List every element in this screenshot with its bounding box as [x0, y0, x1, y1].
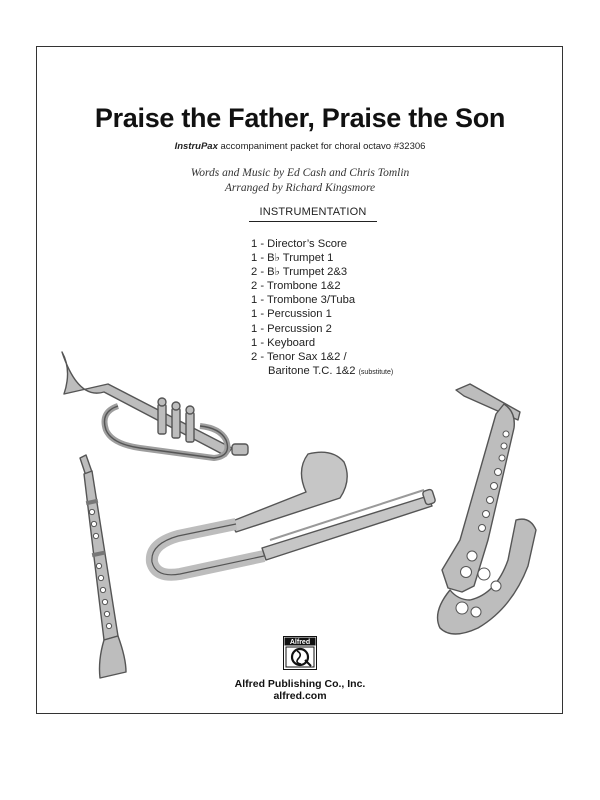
brand-name: InstruPax [174, 141, 218, 152]
list-item-note: (substitute) [358, 368, 394, 376]
list-item: 1 - Director’s Score [251, 238, 347, 250]
list-item: 2 - Trombone 1&2 [251, 280, 341, 293]
list-item: 1 - Trombone 3/Tuba [251, 294, 356, 307]
publisher-name: Alfred Publishing Co., Inc. [234, 678, 366, 690]
instrumentation-heading: INSTRUMENTATION [249, 206, 377, 222]
list-item: 2 - B♭ Trumpet 2&3 [251, 266, 348, 279]
subtitle-text: accompaniment packet for choral octavo #32306 [217, 141, 426, 152]
publisher-website: alfred.com [273, 690, 327, 702]
credits-composers: Words and Music by Ed Cash and Chris Tomlin [190, 167, 410, 179]
saxophone-icon [438, 384, 536, 634]
alfred-logo [283, 636, 317, 670]
list-item: 1 - Keyboard [251, 336, 316, 349]
list-item: 1 - Percussion 1 [251, 308, 332, 321]
list-item: 2 - Tenor Sax 1&2 / [251, 350, 347, 363]
list-item: 1 - Percussion 2 [251, 322, 332, 335]
list-item: 1 - B♭ Trumpet 1 [251, 252, 334, 265]
logo-text: Alfred [289, 639, 311, 646]
clarinet-icon [80, 455, 126, 678]
credits-arranger: Arranged by Richard Kingsmore [224, 182, 376, 194]
trumpet-icon [62, 352, 248, 458]
trombone-icon [152, 452, 436, 575]
publisher-info [0, 678, 600, 702]
list-item-text: Baritone T.C. 1&2 [268, 364, 356, 377]
page-title: Praise the Father, Praise the Son [94, 103, 506, 133]
